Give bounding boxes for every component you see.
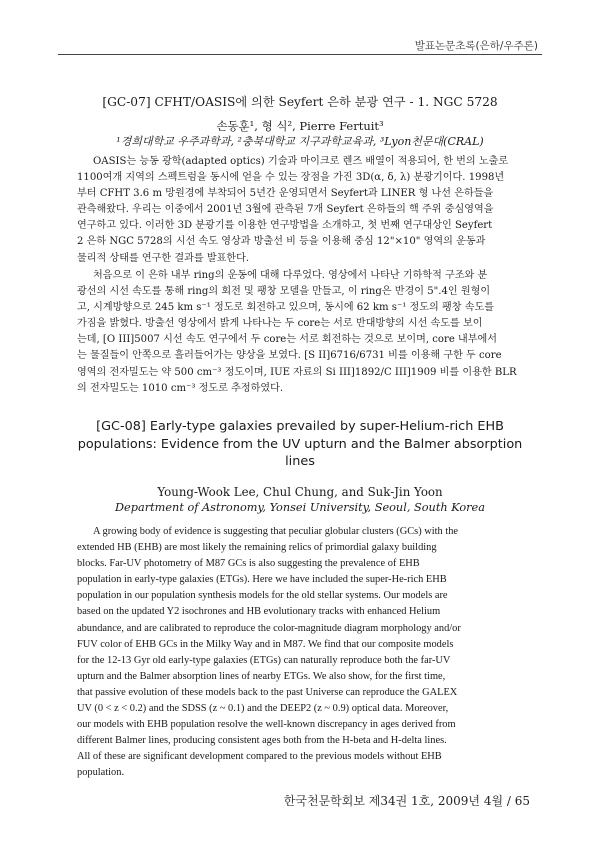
abstract1-authors: 손동훈¹, 형 식², Pierre Fertuit³: [216, 119, 384, 133]
abstract2-affiliation: Department of Astronomy, Yonsei University, Seoul, South Korea: [115, 501, 485, 514]
text-line: different Balmer lines, producing consistent ages both from the H-beta and H-delta lines.: [77, 735, 447, 747]
text-line: 연구하고 있다. 이러한 3D 분광기를 이용한 연구방법을 소개하고, 첫 번째 연구대상인 Seyfert: [77, 220, 493, 232]
text-line: population.: [77, 767, 125, 779]
text-line: FUV color of EHB GCs in the Milky Way and in M87. We find that our composite models: [77, 638, 454, 650]
running-head: 발표논문초록(은하/우주론): [414, 40, 538, 52]
text-line: for the 12-13 Gyr old early-type galaxies (ETGs) can naturally reproduce both the far-UV: [77, 654, 451, 666]
text-line: based on the updated Y2 isochrones and HB evolutionary tracks with enhanced Helium: [77, 606, 441, 618]
abstract1-title: [GC-07] CFHT/OASIS에 의한 Seyfert 은하 분광 연구 - 1. NGC 5728: [102, 95, 498, 109]
text-line: 2 은하 NGC 5728의 시선 속도 영상과 방출선 비 등을 이용해 중심 12"×10" 영역의 운동과: [77, 236, 486, 248]
text-line: 처음으로 이 은하 내부 ring의 운동에 대해 다루었다. 영상에서 나타난 기하학적 구조와 분: [93, 270, 488, 281]
abstract2-authors: Young-Wook Lee, Chul Chung, and Suk-Jin Yoon: [157, 485, 443, 499]
text-line: extended HB (EHB) are most likely the remaining relics of primordial galaxy building: [77, 542, 437, 554]
abstract2-body: [77, 524, 524, 782]
page-footer: 한국천문학회보 제34권 1호, 2009년 4월 / 65: [283, 794, 530, 808]
text-line: 는 물질들이 안쪽으로 흘러들어가는 양상을 보였다. [S II]6716/6731 비를 이용해 구한 두 core: [77, 350, 502, 362]
text-line: 부터 CFHT 3.6 m 망원경에 부착되어 5년간 운영되면서 Seyfert과 LINER 형 나선 은하들을: [77, 188, 494, 200]
text-line: 광선의 시선 속도를 통해 ring의 회전 및 팽창 모델을 만들고, 이 ring은 반경이 5".4인 원형이: [77, 286, 491, 298]
text-line: 가짐을 밝혔다. 방출선 영상에서 밝게 나타나는 두 core는 서로 반대방향의 시선 속도를 보이: [77, 318, 483, 330]
text-line: blocks. Far-UV photometry of M87 GCs is also suggesting the prevalence of EHB: [77, 558, 420, 570]
abstract1-paragraph-2: [77, 268, 524, 397]
abstract1-affiliations: ¹경희대학교 우주과학과, ²충북대학교 지구과학교육과, ³Lyon천문대(CRAL): [116, 135, 484, 148]
title-line: [GC-08] Early-type galaxies prevailed by super-Helium-rich EHB: [96, 419, 504, 434]
text-line: OASIS는 능동 광학(adapted optics) 기술과 마이크로 렌즈 배열이 적용되어, 한 번의 노출로: [93, 156, 509, 167]
text-line: abundance, and are calibrated to reproduce the color-magnitude diagram morphology and/or: [77, 622, 461, 634]
text-line: population in our population synthesis models for the old stellar systems. Our models are: [77, 590, 448, 602]
title-line: populations: Evidence from the UV upturn and the Balmer absorption: [77, 436, 523, 452]
text-line: A growing body of evidence is suggesting that peculiar globular clusters (GCs) with the: [93, 526, 459, 537]
abstract2-title: [60, 418, 540, 471]
text-line: 는데, [O III]5007 시선 속도 연구에서 두 core는 서로 회전하는 것으로 보이며, core 내부에서: [77, 334, 497, 346]
text-line: 의 전자밀도는 1010 cm⁻³ 정도로 추정하였다.: [77, 382, 284, 394]
text-line: 관측해왔다. 우리는 이중에서 2001년 3월에 관측된 7개 Seyfert 은하들의 핵 주위 중심영역을: [77, 204, 494, 216]
text-line: 1100여개 지역의 스펙트럼을 동시에 얻을 수 있는 장점을 가진 3D(α, δ, λ) 분광기이다. 1998년: [77, 172, 505, 184]
text-line: upturn and the Balmer absorption lines of nearby ETGs. We also show, for the first time,: [77, 670, 446, 682]
text-line: 물리적 상태를 연구한 결과를 발표한다.: [77, 252, 250, 264]
text-line: our models with EHB population resolve the well-known discrepancy in ages derived from: [77, 719, 456, 731]
text-line: 영역의 전자밀도는 약 500 cm⁻³ 정도이며, IUE 자료의 Si III]1892/C III]1909 비를 이용한 BLR: [77, 366, 517, 378]
header-rule: [58, 54, 542, 55]
text-line: UV (0 < z < 0.2) and the SDSS (z ~ 0.1) and the DEEP2 (z ~ 0.9) optical data. Moreover,: [77, 703, 449, 715]
title-line: lines: [285, 454, 315, 469]
text-line: population in early-type galaxies (ETGs). Here we have included the super-He-rich EHB: [77, 574, 447, 586]
text-line: that passive evolution of these models back to the past Universe can reproduce the GALEX: [77, 686, 458, 698]
abstract1-paragraph-1: [77, 154, 524, 267]
text-line: 고, 시계방향으로 245 km s⁻¹ 정도로 회전하고 있으며, 동시에 62 km s⁻¹ 정도의 팽창 속도를: [77, 302, 494, 314]
text-line: All of these are significant development compared to the previous models without EHB: [77, 751, 442, 763]
